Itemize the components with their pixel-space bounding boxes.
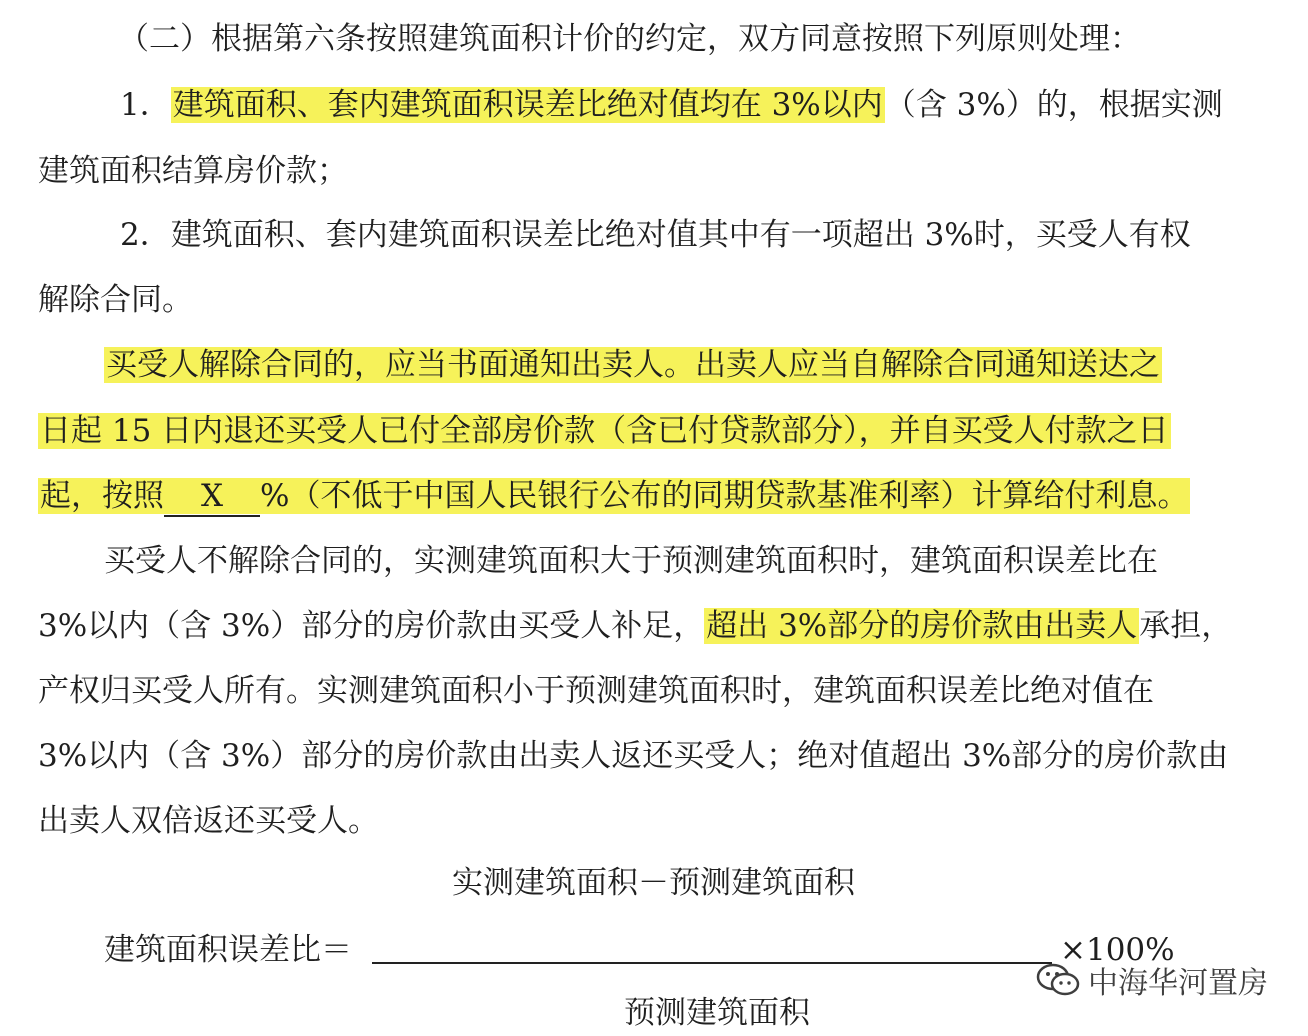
not-cancel-line2 [38,605,1232,647]
refund-line2-text: 日起 15 日内退还买受人已付全部房价款（含已付贷款部分），并自买受人付款之日 [40,413,1169,449]
item1-prefix: 1． [120,87,171,123]
interest-rate-blank: X [164,477,260,517]
not-cancel-line5: 出卖人双倍返还买受人。 [38,803,379,839]
refund-line3-post: %（不低于中国人民银行公布的同期贷款基准利率）计算给付利息。 [260,478,1189,514]
refund-line1 [104,344,1162,386]
not-cancel-line1: 买受人不解除合同的，实测建筑面积大于预测建筑面积时，建筑面积误差比在 [104,543,1158,579]
refund-line2 [38,410,1171,452]
item1-line1 [120,84,1223,126]
item2-line2: 解除合同。 [38,282,193,318]
wechat-icon [1036,963,1080,997]
formula-numerator: 实测建筑面积－预测建筑面积 [452,865,855,901]
item1-line2: 建筑面积结算房价款； [38,153,348,189]
not-cancel-line2-post: 承担， [1139,608,1233,644]
item1-highlight: 建筑面积、套内建筑面积误差比绝对值均在 3%以内 [172,87,883,123]
item2-line1: 2．建筑面积、套内建筑面积误差比绝对值其中有一项超出 3%时，买受人有权 [120,217,1191,253]
item1-rest: （含 3%）的，根据实测 [884,87,1223,123]
watermark-text: 中海华河置房 [1088,966,1268,1001]
watermark [1036,958,1268,1002]
formula-fraction-bar [372,962,1052,964]
section-heading: （二）根据第六条按照建筑面积计价的约定，双方同意按照下列原则处理： [118,21,1141,57]
formula-denominator: 预测建筑面积 [624,995,810,1031]
not-cancel-line2-highlight: 超出 3%部分的房价款由出卖人 [706,608,1138,644]
refund-line1-text: 买受人解除合同的，应当书面通知出卖人。出卖人应当自解除合同通知送达之 [106,347,1160,383]
formula-multiplier: ×100% [1060,932,1175,968]
not-cancel-line2-pre: 3%以内（含 3%）部分的房价款由买受人补足， [38,608,705,644]
not-cancel-line3: 产权归买受人所有。实测建筑面积小于预测建筑面积时，建筑面积误差比绝对值在 [38,673,1154,709]
refund-line3-pre: 起，按照 [40,478,164,514]
formula-label: 建筑面积误差比＝ [104,932,352,968]
not-cancel-line4: 3%以内（含 3%）部分的房价款由出卖人返还买受人；绝对值超出 3%部分的房价款由 [38,738,1229,774]
refund-line3 [38,475,1190,517]
